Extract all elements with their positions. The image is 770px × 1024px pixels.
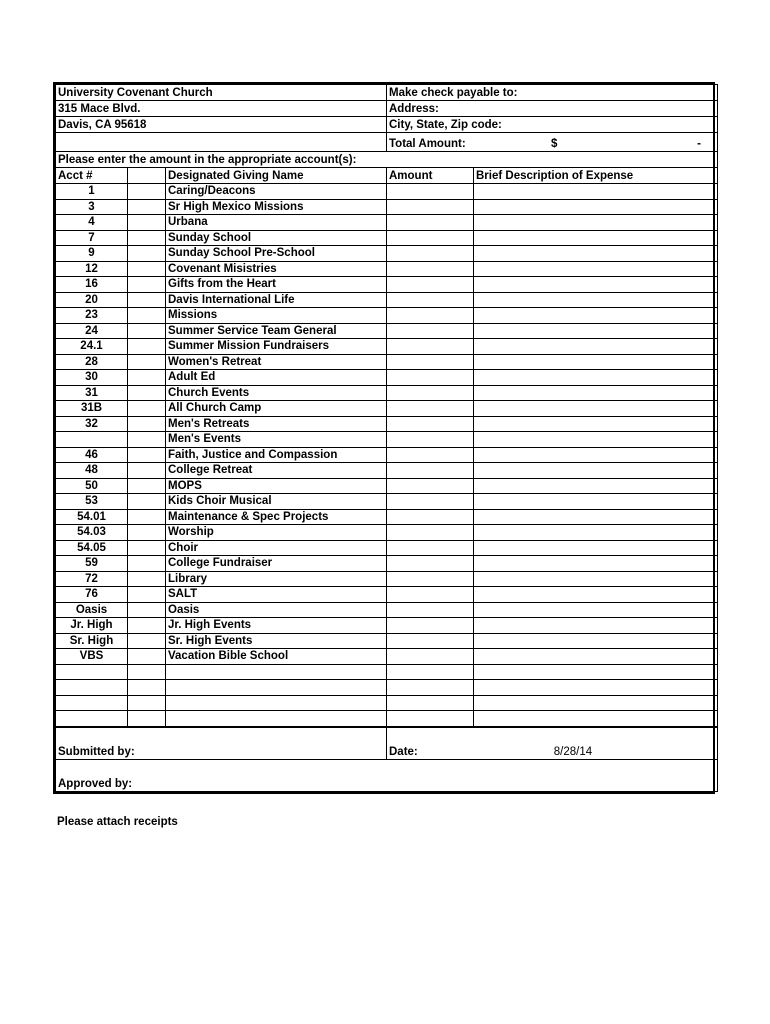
- amount-cell[interactable]: [387, 199, 474, 215]
- blank-cell: [128, 354, 166, 370]
- blank-cell: [128, 199, 166, 215]
- giving-name: Worship: [166, 525, 387, 541]
- submitted-by-label: Submitted by:: [56, 727, 387, 760]
- giving-name: Jr. High Events: [166, 618, 387, 634]
- acct-number: [56, 680, 128, 696]
- account-row: [56, 432, 718, 448]
- acct-number: 50: [56, 478, 128, 494]
- account-row: [56, 385, 718, 401]
- giving-name: Davis International Life: [166, 292, 387, 308]
- blank-cell: [128, 494, 166, 510]
- description-cell[interactable]: [474, 246, 718, 262]
- account-row: [56, 602, 718, 618]
- acct-number: [56, 432, 128, 448]
- amount-cell[interactable]: [387, 339, 474, 355]
- giving-name: Faith, Justice and Compassion: [166, 447, 387, 463]
- blank-cell: [128, 509, 166, 525]
- blank-cell: [128, 246, 166, 262]
- total-amount-cell: [387, 133, 718, 152]
- church-city: Davis, CA 95618: [56, 117, 387, 133]
- blank-cell: [128, 261, 166, 277]
- description-cell[interactable]: [474, 261, 718, 277]
- acct-number: 48: [56, 463, 128, 479]
- account-row: [56, 230, 718, 246]
- amount-cell[interactable]: [387, 664, 474, 680]
- giving-name: Caring/Deacons: [166, 184, 387, 200]
- instructions: Please enter the amount in the appropriate account(s):: [56, 152, 718, 168]
- blank-cell: [128, 540, 166, 556]
- acct-number: Jr. High: [56, 618, 128, 634]
- amount-cell[interactable]: [387, 556, 474, 572]
- description-cell[interactable]: [474, 695, 718, 711]
- account-row: [56, 540, 718, 556]
- blank-cell: [128, 323, 166, 339]
- blank-cell: [128, 401, 166, 417]
- account-row: [56, 199, 718, 215]
- giving-name: Adult Ed: [166, 370, 387, 386]
- blank-cell: [128, 525, 166, 541]
- amount-cell[interactable]: [387, 277, 474, 293]
- amount-cell[interactable]: [387, 509, 474, 525]
- col-blank-header: [128, 168, 166, 184]
- description-cell[interactable]: [474, 571, 718, 587]
- total-amount-label: Total Amount:: [389, 138, 466, 150]
- acct-number: 12: [56, 261, 128, 277]
- description-cell[interactable]: [474, 416, 718, 432]
- account-row: [56, 354, 718, 370]
- col-acct-header: Acct #: [56, 168, 128, 184]
- blank-cell: [128, 215, 166, 231]
- giving-name: Sr High Mexico Missions: [166, 199, 387, 215]
- acct-number: VBS: [56, 649, 128, 665]
- date-label: Date:: [389, 745, 418, 758]
- account-row: [56, 680, 718, 696]
- acct-number: 54.05: [56, 540, 128, 556]
- blank-cell: [128, 633, 166, 649]
- acct-number: 23: [56, 308, 128, 324]
- amount-cell[interactable]: [387, 649, 474, 665]
- col-amount-header: Amount: [387, 168, 474, 184]
- description-cell[interactable]: [474, 184, 718, 200]
- description-cell[interactable]: [474, 509, 718, 525]
- amount-cell[interactable]: [387, 633, 474, 649]
- amount-cell[interactable]: [387, 385, 474, 401]
- giving-name: Men's Retreats: [166, 416, 387, 432]
- acct-number: 72: [56, 571, 128, 587]
- amount-cell[interactable]: [387, 711, 474, 727]
- approved-by-label: Approved by:: [56, 759, 718, 791]
- description-cell[interactable]: [474, 323, 718, 339]
- date-value: 8/28/14: [553, 745, 593, 758]
- giving-name: [166, 695, 387, 711]
- blank-cell: [128, 292, 166, 308]
- blank-cell: [128, 618, 166, 634]
- giving-name: Summer Mission Fundraisers: [166, 339, 387, 355]
- description-cell[interactable]: [474, 354, 718, 370]
- amount-cell[interactable]: [387, 463, 474, 479]
- acct-number: [56, 695, 128, 711]
- account-row: [56, 292, 718, 308]
- account-row: [56, 494, 718, 510]
- account-row: [56, 370, 718, 386]
- acct-number: 20: [56, 292, 128, 308]
- blank-cell: [128, 587, 166, 603]
- description-cell[interactable]: [474, 339, 718, 355]
- account-row: [56, 447, 718, 463]
- giving-name: Urbana: [166, 215, 387, 231]
- form-table: [55, 84, 718, 792]
- acct-number: 24.1: [56, 339, 128, 355]
- giving-name: Oasis: [166, 602, 387, 618]
- description-cell[interactable]: [474, 199, 718, 215]
- giving-name: All Church Camp: [166, 401, 387, 417]
- account-row: [56, 664, 718, 680]
- description-cell[interactable]: [474, 447, 718, 463]
- description-cell[interactable]: [474, 432, 718, 448]
- description-cell[interactable]: [474, 556, 718, 572]
- account-row: [56, 509, 718, 525]
- total-currency: $: [551, 138, 558, 150]
- blank-cell: [128, 695, 166, 711]
- amount-cell[interactable]: [387, 695, 474, 711]
- blank-cell: [128, 711, 166, 727]
- acct-number: 53: [56, 494, 128, 510]
- description-cell[interactable]: [474, 401, 718, 417]
- amount-cell[interactable]: [387, 401, 474, 417]
- acct-number: 31B: [56, 401, 128, 417]
- acct-number: 46: [56, 447, 128, 463]
- address-label: Address:: [387, 101, 718, 117]
- account-row: [56, 525, 718, 541]
- account-row: [56, 184, 718, 200]
- description-cell[interactable]: [474, 587, 718, 603]
- description-cell[interactable]: [474, 633, 718, 649]
- blank-cell: [56, 133, 387, 152]
- amount-cell[interactable]: [387, 587, 474, 603]
- acct-number: 30: [56, 370, 128, 386]
- account-row: [56, 571, 718, 587]
- amount-cell[interactable]: [387, 246, 474, 262]
- acct-number: 54.03: [56, 525, 128, 541]
- account-row: [56, 416, 718, 432]
- blank-cell: [128, 308, 166, 324]
- acct-number: 4: [56, 215, 128, 231]
- blank-cell: [128, 184, 166, 200]
- account-row: [56, 556, 718, 572]
- amount-cell[interactable]: [387, 370, 474, 386]
- amount-cell[interactable]: [387, 447, 474, 463]
- amount-cell[interactable]: [387, 571, 474, 587]
- blank-cell: [128, 432, 166, 448]
- description-cell[interactable]: [474, 292, 718, 308]
- account-row: [56, 308, 718, 324]
- acct-number: 16: [56, 277, 128, 293]
- description-cell[interactable]: [474, 370, 718, 386]
- amount-cell[interactable]: [387, 230, 474, 246]
- account-row: [56, 277, 718, 293]
- blank-cell: [128, 571, 166, 587]
- acct-number: [56, 711, 128, 727]
- blank-cell: [128, 680, 166, 696]
- payable-label: Make check payable to:: [387, 85, 718, 101]
- amount-cell[interactable]: [387, 354, 474, 370]
- giving-name: Men's Events: [166, 432, 387, 448]
- acct-number: 76: [56, 587, 128, 603]
- blank-cell: [128, 463, 166, 479]
- account-row: [56, 649, 718, 665]
- blank-cell: [128, 339, 166, 355]
- account-row: [56, 261, 718, 277]
- acct-number: 32: [56, 416, 128, 432]
- acct-number: Sr. High: [56, 633, 128, 649]
- blank-cell: [128, 447, 166, 463]
- blank-cell: [128, 664, 166, 680]
- amount-cell[interactable]: [387, 323, 474, 339]
- col-description-header: Brief Description of Expense: [474, 168, 718, 184]
- acct-number: 1: [56, 184, 128, 200]
- blank-cell: [128, 649, 166, 665]
- acct-number: 24: [56, 323, 128, 339]
- giving-name: College Retreat: [166, 463, 387, 479]
- account-row: [56, 339, 718, 355]
- amount-cell[interactable]: [387, 261, 474, 277]
- giving-name: Covenant Misistries: [166, 261, 387, 277]
- giving-name: Maintenance & Spec Projects: [166, 509, 387, 525]
- description-cell[interactable]: [474, 525, 718, 541]
- amount-cell[interactable]: [387, 540, 474, 556]
- giving-name: Choir: [166, 540, 387, 556]
- acct-number: 7: [56, 230, 128, 246]
- giving-name: [166, 711, 387, 727]
- blank-cell: [128, 230, 166, 246]
- church-street: 315 Mace Blvd.: [56, 101, 387, 117]
- description-cell[interactable]: [474, 230, 718, 246]
- giving-name: Church Events: [166, 385, 387, 401]
- blank-cell: [128, 416, 166, 432]
- amount-cell[interactable]: [387, 292, 474, 308]
- giving-name: Kids Choir Musical: [166, 494, 387, 510]
- account-row: [56, 246, 718, 262]
- church-name: University Covenant Church: [56, 85, 387, 101]
- acct-number: 28: [56, 354, 128, 370]
- blank-cell: [128, 370, 166, 386]
- amount-cell[interactable]: [387, 416, 474, 432]
- description-cell[interactable]: [474, 494, 718, 510]
- giving-name: Women's Retreat: [166, 354, 387, 370]
- giving-name: Sunday School: [166, 230, 387, 246]
- giving-name: SALT: [166, 587, 387, 603]
- description-cell[interactable]: [474, 478, 718, 494]
- acct-number: 3: [56, 199, 128, 215]
- acct-number: 9: [56, 246, 128, 262]
- giving-name: Library: [166, 571, 387, 587]
- description-cell[interactable]: [474, 463, 718, 479]
- reimbursement-form: [53, 82, 715, 794]
- acct-number: 31: [56, 385, 128, 401]
- amount-cell[interactable]: [387, 184, 474, 200]
- blank-cell: [128, 478, 166, 494]
- amount-cell[interactable]: [387, 308, 474, 324]
- account-row: [56, 478, 718, 494]
- account-row: [56, 215, 718, 231]
- attach-receipts-note: Please attach receipts: [57, 816, 178, 828]
- amount-cell[interactable]: [387, 494, 474, 510]
- acct-number: 59: [56, 556, 128, 572]
- col-name-header: Designated Giving Name: [166, 168, 387, 184]
- account-row: [56, 587, 718, 603]
- description-cell[interactable]: [474, 680, 718, 696]
- city-state-zip-label: City, State, Zip code:: [387, 117, 718, 133]
- giving-name: MOPS: [166, 478, 387, 494]
- description-cell[interactable]: [474, 602, 718, 618]
- description-cell[interactable]: [474, 308, 718, 324]
- blank-cell: [128, 277, 166, 293]
- giving-name: Gifts from the Heart: [166, 277, 387, 293]
- description-cell[interactable]: [474, 277, 718, 293]
- giving-name: Missions: [166, 308, 387, 324]
- blank-cell: [128, 385, 166, 401]
- blank-cell: [128, 602, 166, 618]
- date-cell: [387, 727, 718, 760]
- account-row: [56, 323, 718, 339]
- amount-cell[interactable]: [387, 680, 474, 696]
- acct-number: [56, 664, 128, 680]
- giving-name: [166, 664, 387, 680]
- account-row: [56, 618, 718, 634]
- amount-cell[interactable]: [387, 432, 474, 448]
- description-cell[interactable]: [474, 540, 718, 556]
- total-value: -: [697, 138, 702, 150]
- account-row: [56, 401, 718, 417]
- acct-number: 54.01: [56, 509, 128, 525]
- amount-cell[interactable]: [387, 618, 474, 634]
- giving-name: Sunday School Pre-School: [166, 246, 387, 262]
- account-row: [56, 695, 718, 711]
- amount-cell[interactable]: [387, 215, 474, 231]
- amount-cell[interactable]: [387, 602, 474, 618]
- blank-cell: [128, 556, 166, 572]
- description-cell[interactable]: [474, 664, 718, 680]
- giving-name: Summer Service Team General: [166, 323, 387, 339]
- account-row: [56, 463, 718, 479]
- account-row: [56, 711, 718, 727]
- acct-number: Oasis: [56, 602, 128, 618]
- giving-name: Sr. High Events: [166, 633, 387, 649]
- description-cell[interactable]: [474, 711, 718, 727]
- account-row: [56, 633, 718, 649]
- description-cell[interactable]: [474, 618, 718, 634]
- description-cell[interactable]: [474, 215, 718, 231]
- description-cell[interactable]: [474, 385, 718, 401]
- description-cell[interactable]: [474, 649, 718, 665]
- giving-name: Vacation Bible School: [166, 649, 387, 665]
- amount-cell[interactable]: [387, 478, 474, 494]
- giving-name: College Fundraiser: [166, 556, 387, 572]
- amount-cell[interactable]: [387, 525, 474, 541]
- giving-name: [166, 680, 387, 696]
